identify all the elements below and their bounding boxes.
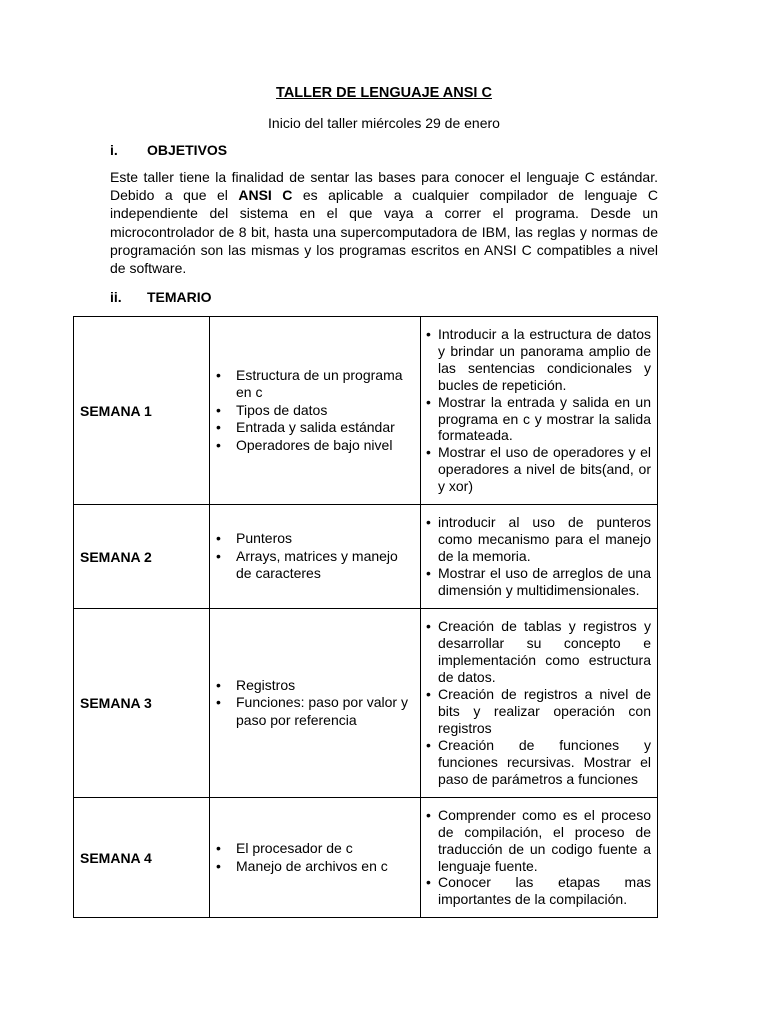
table-row: [74, 505, 658, 609]
topics-list: [210, 677, 420, 730]
section-heading-objetivos: [110, 142, 227, 158]
goal-item: • Creación de registros a nivel de bits y realizar operación con registros: [438, 686, 651, 737]
section-number: i.: [110, 142, 118, 158]
goal-item: • Creación de funciones y funciones recursivas. Mostrar el paso de parámetros a funciones: [438, 737, 651, 788]
topic-item: • Manejo de archivos en c: [236, 858, 420, 876]
topic-item: • Estructura de un programa en c: [236, 367, 420, 402]
section-title: TEMARIO: [147, 289, 212, 305]
goal-item: • Introducir a la estructura de datos y brindar un panorama amplio de las sentencias condicionales y bucles de repetición.: [438, 326, 651, 394]
goal-item: • introducir al uso de punteros como mecanismo para el manejo de la memoria.: [438, 514, 651, 565]
topics-list: [210, 530, 420, 583]
goal-item: • Mostrar el uso de operadores y el operadores a nivel de bits(and, or y xor): [438, 444, 651, 495]
topic-item: • Arrays, matrices y manejo de caracteres: [236, 548, 420, 583]
goal-item: • Mostrar el uso de arreglos de una dimensión y multidimensionales.: [438, 565, 651, 599]
week-label: SEMANA 4: [74, 798, 210, 918]
paragraph-text: Este taller tiene la finalidad de sentar las bases para conocer el lenguaje C estándar. Debido a que el: [110, 169, 658, 204]
goals-list: [421, 514, 657, 599]
goals-list: [421, 807, 657, 908]
week-label: SEMANA 1: [74, 317, 210, 505]
paragraph-text: es aplicable a cualquier compilador de lenguaje C independiente del sistema en el que vaya a correr el programa. Desde un microcontrolador de 8 bit, hasta una supercomputadora de IBM, las reglas y normas de programación son las mismas y los programas escritos en ANSI C compatibles a nivel de software.: [110, 187, 658, 277]
topic-item: • Tipos de datos: [236, 402, 420, 420]
section-number: ii.: [110, 289, 122, 305]
goal-item: • Mostrar la entrada y salida en un programa en c y mostrar la salida formateada.: [438, 394, 651, 445]
topic-item: • Entrada y salida estándar: [236, 419, 420, 437]
goal-item: • Conocer las etapas mas importantes de la compilación.: [438, 874, 651, 908]
topic-item: • Registros: [236, 677, 420, 695]
topics-cell: [210, 505, 421, 609]
goals-cell: [421, 317, 658, 505]
topics-cell: [210, 317, 421, 505]
table-row: [74, 317, 658, 505]
topics-cell: [210, 609, 421, 798]
document-title: TALLER DE LENGUAJE ANSI C: [276, 85, 492, 101]
topic-item: • El procesador de c: [236, 840, 420, 858]
paragraph-bold-term: ANSI C: [238, 187, 293, 204]
topics-list: [210, 367, 420, 455]
objectives-paragraph: [110, 168, 658, 277]
goals-cell: [421, 505, 658, 609]
topics-list: [210, 840, 420, 875]
goals-list: [421, 326, 657, 495]
temario-table: [73, 316, 658, 918]
document-subtitle: Inicio del taller miércoles 29 de enero: [268, 115, 500, 131]
goal-item: • Creación de tablas y registros y desarrollar su concepto e implementación como estructura de datos.: [438, 618, 651, 686]
goal-item: • Comprender como es el proceso de compilación, el proceso de traducción de un codigo fuente a lenguaje fuente.: [438, 807, 651, 875]
week-label: SEMANA 2: [74, 505, 210, 609]
table-row: [74, 609, 658, 798]
section-title: OBJETIVOS: [147, 142, 228, 158]
week-label: SEMANA 3: [74, 609, 210, 798]
topic-item: • Punteros: [236, 530, 420, 548]
section-heading-temario: [110, 289, 212, 305]
topic-item: • Operadores de bajo nivel: [236, 437, 420, 455]
goals-cell: [421, 609, 658, 798]
goals-list: [421, 618, 657, 787]
goals-cell: [421, 798, 658, 918]
table-row: [74, 798, 658, 918]
topics-cell: [210, 798, 421, 918]
topic-item: • Funciones: paso por valor y paso por referencia: [236, 694, 420, 729]
